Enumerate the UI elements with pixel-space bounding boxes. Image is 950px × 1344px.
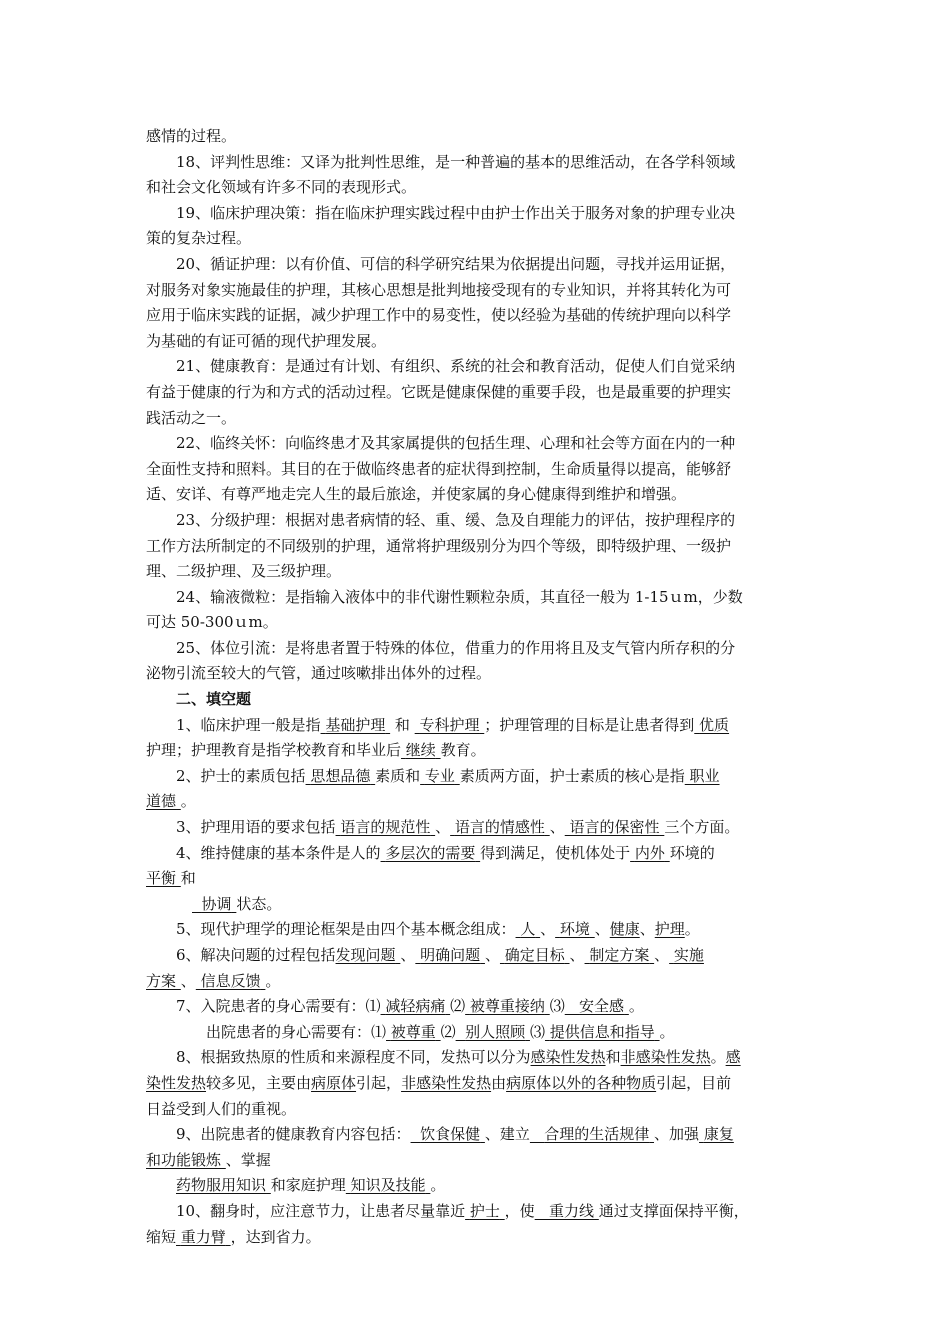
answer-blank: 继续 <box>405 741 436 760</box>
text-line: 应用于临床实践的证据，减少护理工作中的易变性，使以经验为基础的传统护理向以科学 <box>146 306 732 325</box>
answer-blank: 提供信息和指导 <box>549 1022 655 1041</box>
answer-blank: 重力臂 <box>180 1227 226 1246</box>
answer-blank: 语言的规范性 <box>340 818 431 837</box>
text-line <box>146 892 810 918</box>
text-line: 适、安详、有尊严地走完人生的最后旅途，并使家属的身心健康得到维护和增强。 <box>146 485 687 504</box>
answer-blank: 内外 <box>634 843 665 862</box>
answer-blank: 重力线 <box>549 1201 595 1220</box>
question-text: 1、临床护理一般是指 <box>176 715 321 734</box>
text-line: 工作方法所制定的不同级别的护理，通常将护理级别分为四个等级，即特级护理、一级护 <box>146 536 732 555</box>
text-line: 可达 50-300ｕm。 <box>146 613 278 632</box>
question-text: 引起， <box>356 1073 402 1092</box>
answer-blank: 专科护理 <box>419 715 480 734</box>
question-text: 4、维持健康的基本条件是人的 <box>176 843 381 862</box>
text-line: 策的复杂过程。 <box>146 229 252 248</box>
answer-blank: 染性发热 <box>146 1073 207 1092</box>
answer-blank: 别人照顾 <box>465 1022 526 1041</box>
question-text: 8、根据致热原的性质和来源程度不同，发热可以分为 <box>176 1048 531 1067</box>
text-line: 感情的过程。 <box>146 127 237 145</box>
text-line: 对服务对象实施最佳的护理，其核心思想是批判地接受现有的专业知识，并将其转化为可 <box>146 280 732 299</box>
question-text: 10、翻身时，应注意节力，让患者尽量靠近 <box>176 1201 466 1220</box>
question-text: 素质和 <box>375 766 421 785</box>
answer-blank: 信息反馈 <box>200 971 261 990</box>
answer-blank: 思想品德 <box>310 766 371 785</box>
answer-blank: 专业 <box>424 766 455 785</box>
question-text: 。 <box>265 971 281 990</box>
question-text: 7、入院患者的身心需要有：⑴ <box>176 997 381 1016</box>
fill-question-5 <box>146 917 810 943</box>
question-text: 出院患者的身心需要有：⑴ <box>206 1022 387 1041</box>
answer-blank: 病原体 <box>311 1073 357 1092</box>
answer-blank: 感染性发热 <box>530 1048 606 1067</box>
text-line: 泌物引流至较大的气管，通过咳嗽排出体外的过程。 <box>146 664 492 683</box>
definition-21: 21、健康教育：是通过有计划、有组织、系统的社会和教育活动，促使人们自觉采纳 <box>176 357 736 376</box>
answer-blank: 方案 <box>146 971 177 990</box>
fill-question-4 <box>146 841 810 867</box>
answer-blank: 健康 <box>609 920 640 939</box>
question-text: ⑵ <box>450 997 466 1016</box>
answer-blank: 优质 <box>699 715 730 734</box>
answer-blank: 饮食保健 <box>420 1125 481 1144</box>
text-line: 全面性支持和照料。其目的在于做临终患者的症状得到控制，生命质量得以提高，能够舒 <box>146 459 732 478</box>
answer-blank: 护理 <box>654 920 685 939</box>
question-text: 由 <box>491 1073 507 1092</box>
answer-blank: 被尊重接纳 <box>469 997 545 1016</box>
fill-question-3 <box>146 815 810 841</box>
text-line <box>146 1225 810 1251</box>
answer-blank: 护士 <box>469 1201 500 1220</box>
question-text: 和 <box>180 869 196 888</box>
definition-23: 23、分级护理：根据对患者病情的轻、重、缓、急及自理能力的评估，按护理程序的 <box>176 510 736 529</box>
question-text: 。 <box>430 1176 446 1195</box>
answer-blank: 职业 <box>689 766 720 785</box>
definition-20: 20、循证护理：以有价值、可信的科学研究结果为依据提出问题，寻找并运用证据， <box>176 254 736 273</box>
question-text: 。 <box>180 792 196 811</box>
question-text: 5、现代护理学的理论框架是由四个基本概念组成： <box>176 920 516 939</box>
separator: 、 <box>639 920 655 939</box>
text-line: 理、二级护理、及三级护理。 <box>146 562 342 581</box>
question-text: 教育。 <box>440 741 486 760</box>
question-text: 环境的 <box>669 843 715 862</box>
text-line <box>146 969 810 995</box>
question-text: 。 <box>659 1022 675 1041</box>
question-text: 护理；护理教育是指学校教育和毕业后 <box>146 741 402 760</box>
question-text: 和家庭护理 <box>270 1176 346 1195</box>
answer-blank: 非感染性发热 <box>401 1073 492 1092</box>
separator: 、 <box>540 920 556 939</box>
definition-22: 22、临终关怀：向临终患才及其家属提供的包括生理、心理和社会等方面在内的一种 <box>176 434 736 453</box>
text-line: 有益于健康的行为和方式的活动过程。它既是健康保健的重要手段，也是最重要的护理实 <box>146 382 732 401</box>
text-line <box>146 1020 810 1046</box>
separator: 、 <box>400 946 416 964</box>
question-text: 6、解决问题的过程包括 <box>176 946 336 964</box>
question-text: 状态。 <box>236 894 282 913</box>
question-text: 和 <box>605 1048 621 1067</box>
text-line: 和社会文化领域有许多不同的表现形式。 <box>146 178 417 197</box>
text-line: 践活动之一。 <box>146 408 237 427</box>
answer-blank: 实施 <box>673 946 704 964</box>
question-text: 通过支撑面保持平衡， <box>598 1201 749 1220</box>
question-text: 、掌握 <box>225 1150 271 1169</box>
question-text: ，达到省力。 <box>230 1227 321 1246</box>
definition-25: 25、体位引流：是将患者置于特殊的体位，借重力的作用将且及支气管内所存积的分 <box>176 638 736 657</box>
fill-question-7 <box>146 994 810 1020</box>
answer-blank: 制定方案 <box>589 946 650 964</box>
separator: 、 <box>435 818 451 837</box>
separator: 、 <box>569 946 585 964</box>
fill-question-8 <box>146 1045 810 1071</box>
fill-question-9 <box>146 1122 810 1148</box>
text-line <box>146 1071 810 1097</box>
question-text: 3、护理用语的要求包括 <box>176 818 336 837</box>
fill-question-6 <box>146 943 810 969</box>
answer-blank: 被尊重 <box>390 1022 436 1041</box>
question-text: ⑶ <box>549 997 565 1016</box>
answer-blank: 平衡 <box>146 869 177 888</box>
answer-blank: 和功能锻炼 <box>146 1150 222 1169</box>
answer-blank: 明确问题 <box>420 946 481 964</box>
question-text: ，使 <box>504 1201 535 1220</box>
answer-blank: 安全感 <box>579 997 625 1016</box>
question-text: 和 <box>390 715 415 734</box>
fill-question-10 <box>146 1199 810 1225</box>
text-line <box>146 866 810 892</box>
text-line <box>146 1148 810 1174</box>
fill-question-1 <box>146 713 810 739</box>
text-line <box>146 1173 810 1199</box>
question-text: 2、护士的素质包括 <box>176 766 306 785</box>
answer-blank: 语言的情感性 <box>454 818 545 837</box>
text-line: 为基础的有证可循的现代护理发展。 <box>146 331 387 350</box>
answer-blank: 康复 <box>703 1125 734 1144</box>
question-text: 、加强 <box>654 1125 700 1144</box>
definition-24: 24、输液微粒：是指输入液体中的非代谢性颗粒杂质，其直径一般为 1-15ｕm，少数 <box>176 587 743 606</box>
answer-blank: 人 <box>520 920 536 939</box>
text-line <box>146 738 810 764</box>
definition-18: 18、评判性思维：又译为批判性思维，是一种普遍的基本的思维活动，在各学科领域 <box>176 152 736 171</box>
separator: 、 <box>654 946 670 964</box>
separator: 、 <box>484 946 500 964</box>
question-text: 、建立 <box>484 1125 530 1144</box>
answer-blank: 协调 <box>201 894 232 913</box>
question-text: 。 <box>710 1048 726 1067</box>
question-text: ；护理管理的目标是让患者得到 <box>484 715 695 734</box>
section-title: 二、填空题 <box>176 690 252 709</box>
answer-blank: 道德 <box>146 792 177 811</box>
answer-blank: 合理的生活规律 <box>544 1125 650 1144</box>
separator: 、 <box>594 920 610 939</box>
answer-blank: 基础护理 <box>325 715 386 734</box>
question-text: 缩短 <box>146 1227 177 1246</box>
answer-blank: 发现问题 <box>335 946 396 964</box>
question-text: ⑶ <box>529 1022 545 1041</box>
question-text: 三个方面。 <box>664 818 740 837</box>
answer-blank: 药物服用知识 <box>176 1176 267 1195</box>
question-text: ⑵ <box>440 1022 456 1041</box>
question-text: 素质两方面，护士素质的核心是指 <box>459 766 685 785</box>
separator: 、 <box>180 971 196 990</box>
text-line: 日益受到人们的重视。 <box>146 1099 297 1118</box>
question-text: 9、出院患者的健康教育内容包括： <box>176 1125 411 1144</box>
answer-blank: 感 <box>725 1048 741 1067</box>
answer-blank: 环境 <box>559 920 590 939</box>
question-text: 得到满足，使机体处于 <box>480 843 631 862</box>
answer-blank: 病原体以外的各种物质 <box>506 1073 657 1092</box>
text-line <box>146 789 810 815</box>
document-page <box>146 124 810 1250</box>
answer-blank: 减轻病痛 <box>385 997 446 1016</box>
answer-blank: 多层次的需要 <box>385 843 476 862</box>
answer-blank: 非感染性发热 <box>620 1048 711 1067</box>
question-text: 。 <box>684 920 700 939</box>
answer-blank: 知识及技能 <box>350 1176 426 1195</box>
answer-blank: 确定目标 <box>504 946 565 964</box>
question-text: 。 <box>628 997 644 1016</box>
definition-19: 19、临床护理决策：指在临床护理实践过程中由护士作出关于服务对象的护理专业决 <box>176 203 736 222</box>
question-text: 较多见，主要由 <box>206 1073 312 1092</box>
question-text: 引起，目前 <box>656 1073 732 1092</box>
fill-question-2 <box>146 764 810 790</box>
answer-blank: 语言的保密性 <box>569 818 660 837</box>
separator: 、 <box>549 818 565 837</box>
